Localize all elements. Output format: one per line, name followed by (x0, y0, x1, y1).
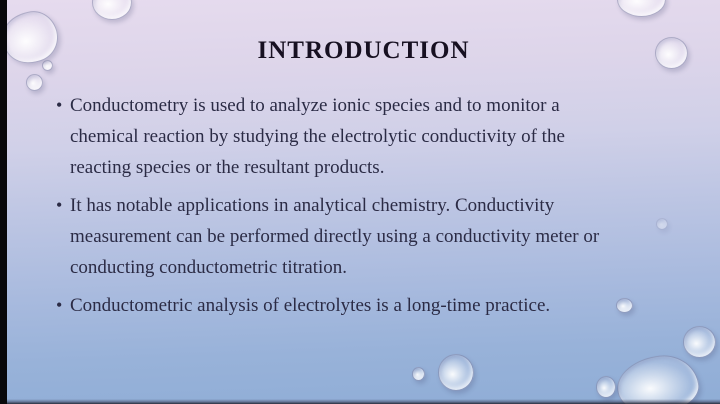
bullet-item (56, 190, 696, 283)
bottom-shade (0, 399, 720, 404)
water-droplet-icon (92, 0, 132, 20)
left-black-bar (0, 0, 7, 404)
bullet-line: chemical reaction by studying the electrolytic conductivity of the (70, 126, 565, 147)
water-droplet-icon (683, 326, 716, 358)
bullet-marker: • (56, 95, 63, 115)
water-droplet-icon (438, 354, 474, 391)
slide-title: INTRODUCTION (257, 37, 470, 64)
bullet-line: Conductometric analysis of electrolytes is a long-time practice. (70, 295, 551, 316)
bullet-list (56, 90, 696, 328)
bullet-line: reacting species or the resultant products. (70, 157, 385, 178)
bullet-line: conducting conductometric titration. (70, 257, 348, 278)
water-droplet-icon (617, 0, 666, 17)
bullet-line: measurement can be performed directly using a conductivity meter or (70, 226, 600, 247)
bullet-item (56, 90, 696, 183)
water-droplet-icon (596, 376, 616, 398)
water-droplet-icon (614, 352, 702, 404)
bullet-line: Conductometry is used to analyze ionic species and to monitor a (70, 95, 560, 116)
bullet-marker: • (56, 295, 63, 315)
water-droplet-icon (26, 74, 43, 91)
bullet-line: It has notable applications in analytical chemistry. Conductivity (70, 195, 555, 216)
bullet-marker: • (56, 195, 63, 215)
bullet-item (56, 290, 696, 321)
water-droplet-icon (412, 367, 425, 381)
